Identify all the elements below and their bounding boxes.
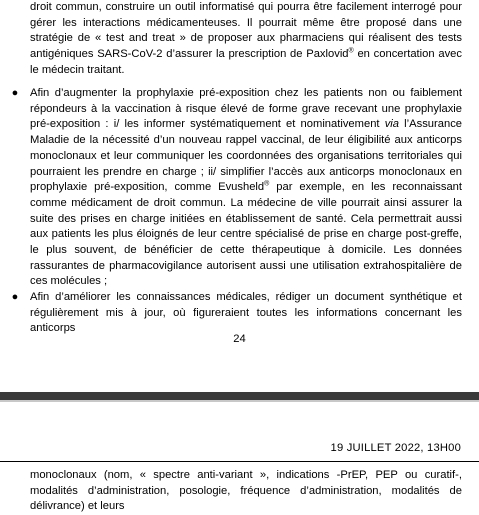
page-header-date: 19 JUILLET 2022, 13H00 bbox=[330, 442, 461, 454]
paragraph-text-end: en concertation avec le médecin traitant. bbox=[30, 48, 462, 76]
bullet-text-part2: l’Assurance Maladie de la nécessité d’un nouveau rappel vaccinal, de leur éligibilité aux anticorps monoclonaux et leur communiquer les coordonnées des organisations territoriales qui pourraient les prendre en charge ; ii/ simplifier l’accès aux anticorps monoclonaux en prophylaxie pré-exposition, comme Evusheld bbox=[30, 118, 463, 194]
bullet-text-part3: par exemple, en les reconnaissant comme médicament de droit commun. La médecine de ville pourrait ainsi assurer la suite des prises en charge initiées en établissement de santé. Cela permettrait aussi aux patients les plus éloignés de leur centre spécialisé de prise en charge post-greffe, le plus souvent, de bénéficier de cette thérapeutique à domicile. Les données rassurantes de pharmacovigilance autorisent aussi une utilisation extrahospitalière de ces molécules ; bbox=[30, 181, 462, 288]
page-separator bbox=[0, 392, 479, 400]
paragraph-continuation bbox=[30, 0, 462, 79]
bullet-dot-icon: ● bbox=[11, 291, 19, 303]
document-page-25 bbox=[0, 402, 479, 513]
page-number: 24 bbox=[233, 333, 246, 345]
bullet-item-knowledge bbox=[11, 290, 462, 337]
bullet-item-prophylaxis bbox=[11, 86, 463, 290]
paragraph-text: droit commun, construire un outil informatisé qui pourra être facilement interrogé pour gérer les interactions médicamenteuses. Il pourrait même être proposé dans une stratégie de « test and treat » de proposer aux pharmaciens qui réalisent des tests antigéniques SARS-CoV-2 d’assurer la prescription de Paxlovid bbox=[30, 1, 462, 61]
registered-mark: ® bbox=[348, 47, 354, 55]
registered-mark: ® bbox=[264, 180, 270, 188]
bullet-dot-icon: ● bbox=[11, 87, 19, 99]
header-divider bbox=[0, 461, 479, 462]
bullet-text-via: via bbox=[384, 118, 400, 131]
bullet-text: Afin d’améliorer les connaissances médicales, rédiger un document synthétique et régulièrement mis à jour, où figureraient toutes les informations concernant les anticorps bbox=[30, 291, 462, 335]
paragraph-continuation bbox=[30, 468, 462, 515]
paragraph-text: monoclonaux (nom, « spectre anti-variant », indications -PrEP, PEP ou curatif-, modalités d’administration, posologie, fréquence d’administration, modalités de délivrance) et leurs bbox=[30, 469, 462, 513]
bullet-text-part1: Afin d’augmenter la prophylaxie pré-exposition chez les patients non ou faiblement répondeurs à la vaccination à risque élevé de forme grave recevant une prophylaxie pré-exposition : i/ les informer systématiquement et nominativement bbox=[30, 87, 462, 131]
